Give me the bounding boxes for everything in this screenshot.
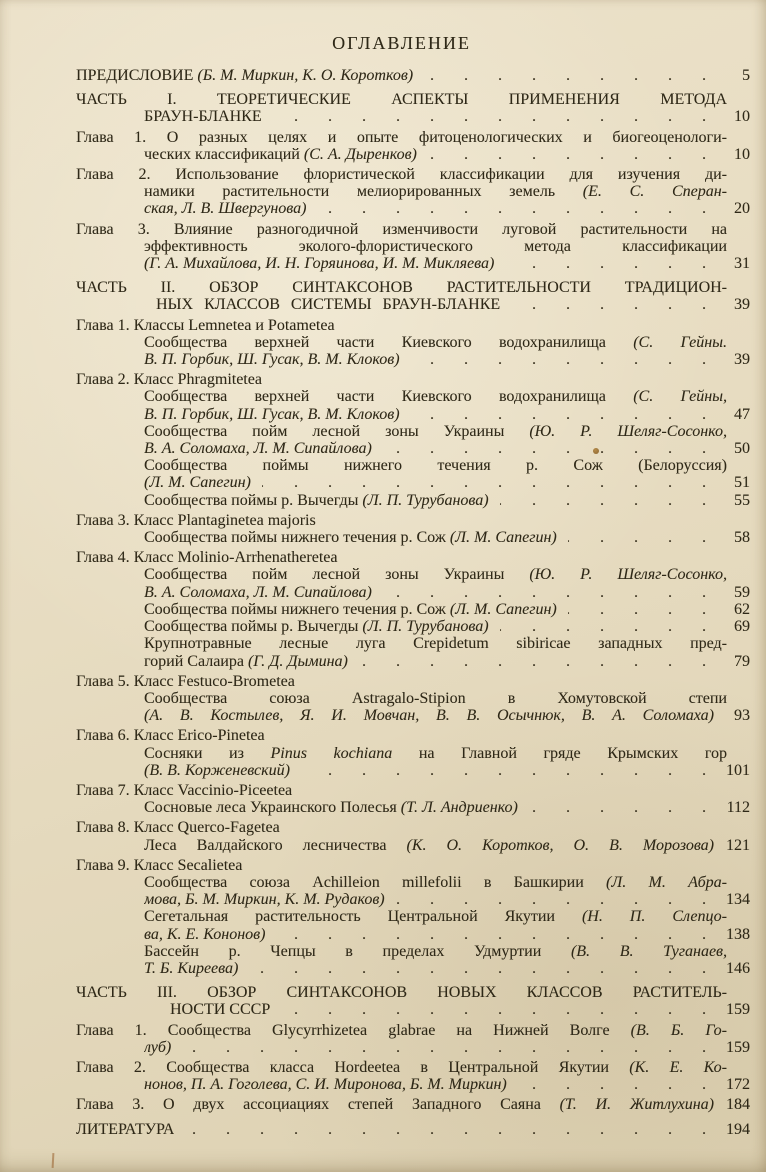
toc-entry-text: Глава 2. Сообщества класса Hordeetea в Центральной Якутии (К. Е. Ко- xyxy=(76,1058,727,1076)
toc-entry-text: В. А. Соломаха, Л. М. Сипайлова) xyxy=(144,583,372,601)
toc-entry-text: (В. В. Корженевский) xyxy=(144,761,290,779)
dot-leader xyxy=(281,1001,706,1018)
dot-leader xyxy=(505,255,706,272)
toc-entry-text: ПРЕДИСЛОВИЕ (Б. М. Миркин, К. О. Коротков) xyxy=(76,67,414,84)
page-number: 121 xyxy=(726,836,750,854)
toc-entry-text: Сообщества пойм лесной зоны Украины (Ю. Р. Шеляг-Сосонко, xyxy=(144,566,727,584)
ink-stain xyxy=(593,448,599,454)
page-number: 172 xyxy=(726,1076,750,1094)
page-number: 138 xyxy=(726,925,750,943)
toc-row xyxy=(144,566,750,583)
toc-entry-text: Глава 5. Класс Festuco-Brometea xyxy=(76,672,295,690)
dot-leader xyxy=(428,146,706,163)
toc-row xyxy=(76,727,750,744)
dot-leader xyxy=(411,351,706,368)
toc-row xyxy=(76,782,750,799)
toc-row xyxy=(144,584,750,601)
toc-row xyxy=(144,529,750,546)
toc-row xyxy=(144,891,750,908)
toc-row xyxy=(76,166,750,183)
toc-row xyxy=(76,221,750,238)
page-number: 51 xyxy=(734,474,750,492)
toc-entry-text: Глава 2. Использование флористической классификации для изучения ди- xyxy=(76,166,727,184)
toc-entry-text: Глава 3. Класс Plantaginetea majoris xyxy=(76,511,316,529)
toc-entry-text: (Л. М. Сапегин) xyxy=(144,474,251,492)
toc-row xyxy=(144,423,750,440)
toc-entry-text: горий Салаира (Г. Д. Дымина) xyxy=(144,652,348,670)
toc-entry-text: мова, Б. М. Миркин, К. М. Рудаков) xyxy=(144,891,385,909)
toc-row xyxy=(76,1022,750,1039)
toc-entry-text: Сообщества верхней части Киевского водохранилища (С. Гейны. xyxy=(144,333,727,351)
page-number: 5 xyxy=(742,67,750,84)
dot-leader xyxy=(383,584,706,601)
toc-row xyxy=(144,1076,750,1093)
toc-entry-text: нонов, П. А. Гоголева, С. И. Миронова, Б. М. Миркин) xyxy=(144,1076,507,1094)
toc-row xyxy=(76,857,750,874)
toc-entry-text: Глава 2. Класс Phragmitetea xyxy=(76,371,262,389)
dot-leader xyxy=(500,492,706,509)
toc-row xyxy=(144,146,750,163)
toc-entry-text: Сообщества верхней части Киевского водохранилища (С. Гейны, xyxy=(144,388,727,406)
toc-row xyxy=(144,926,750,943)
toc-row xyxy=(144,200,750,217)
toc-entry-text: НЫХ КЛАССОВ СИСТЕМЫ БРАУН-БЛАНКЕ xyxy=(156,296,501,314)
dot-leader xyxy=(568,529,706,546)
toc-entry-text: Сосновые леса Украинского Полесья (Т. Л. Андриенко) xyxy=(144,799,518,817)
toc-entry-text: Бассейн р. Чепцы в пределах Удмуртии (В. В. Туганаев, xyxy=(144,942,727,960)
toc-entry-text: ская, Л. В. Швергунова) xyxy=(144,200,307,218)
dot-leader xyxy=(249,960,706,977)
toc-list xyxy=(76,67,750,1138)
toc-entry-text: Сообщества пойм лесной зоны Украины (Ю. Р. Шеляг-Сосонко, xyxy=(144,422,727,440)
toc-row xyxy=(144,474,750,491)
toc-entry-text: ЛИТЕРАТУРА xyxy=(76,1120,175,1138)
toc-row xyxy=(144,1039,750,1056)
toc-entry-text: Глава 3. Влияние разногодичной изменчивости луговой растительности на xyxy=(76,220,727,238)
page-number: 47 xyxy=(734,405,750,423)
toc-row xyxy=(76,673,750,690)
dot-leader xyxy=(518,1076,706,1093)
toc-entry-text: ЧАСТЬ III. ОБЗОР СИНТАКСОНОВ НОВЫХ КЛАССОВ РАСТИТЕЛЬ- xyxy=(76,984,727,1002)
toc-row xyxy=(76,1096,750,1113)
toc-entry-text: эффективность эколого-флористического метода классификации xyxy=(144,237,727,255)
toc-entry-text: ческих классификаций (С. А. Дыренков) xyxy=(144,145,417,163)
toc-row xyxy=(144,601,750,618)
toc-entry-text: (Г. А. Михайлова, И. Н. Горяинова, И. М. Микляева) xyxy=(144,255,495,273)
page-number: 112 xyxy=(726,799,750,817)
page-number: 79 xyxy=(734,652,750,670)
page-number: 194 xyxy=(726,1120,750,1138)
page-number: 10 xyxy=(734,108,750,126)
toc-row xyxy=(144,492,750,509)
page-number: 39 xyxy=(734,351,750,369)
scan-artifact xyxy=(52,1153,55,1168)
toc-row xyxy=(76,317,750,334)
toc-entry-text: Сообщества союза Achilleion millefolii в Башкирии (Л. М. Абра- xyxy=(144,873,727,891)
toc-row xyxy=(144,255,750,272)
toc-row xyxy=(144,183,750,200)
page-number: 10 xyxy=(734,145,750,163)
page-number: 31 xyxy=(734,255,750,273)
toc-entry-text: Глава 9. Класс Secalietea xyxy=(76,856,243,874)
toc-row xyxy=(144,799,750,816)
toc-row xyxy=(76,1121,750,1138)
dot-leader xyxy=(500,618,706,635)
toc-row xyxy=(76,371,750,388)
toc-entry-text: Глава 4. Класс Molinio-Arrhenatheretea xyxy=(76,549,338,567)
toc-entry-text: намики растительности мелиорированных земель (Е. С. Сперан- xyxy=(144,183,727,201)
toc-entry-text: Сегетальная растительность Центральной Якутии (Н. П. Слепцо- xyxy=(144,908,727,926)
dot-leader xyxy=(276,926,706,943)
toc-row xyxy=(76,129,750,146)
toc-row xyxy=(144,653,750,670)
page-number: 146 xyxy=(726,959,750,977)
page-number: 62 xyxy=(734,600,750,618)
dot-leader xyxy=(185,1121,706,1138)
toc-row xyxy=(144,707,750,724)
toc-entry-text: ЧАСТЬ II. ОБЗОР СИНТАКСОНОВ РАСТИТЕЛЬНОСТИ ТРАДИЦИОН- xyxy=(76,279,727,297)
toc-entry-text: Сосняки из Pinus kochiana на Главной гряде Крымских гор xyxy=(144,744,727,762)
toc-row xyxy=(156,296,750,313)
dot-leader xyxy=(411,406,706,423)
toc-entry-text: НОСТИ СССР xyxy=(170,1001,271,1019)
toc-entry-text: (А. В. Костылев, Я. И. Мовчан, В. В. Осычнюк, В. А. Соломаха) xyxy=(144,707,714,725)
toc-row xyxy=(144,745,750,762)
toc-row xyxy=(144,108,750,125)
page-number: 55 xyxy=(734,491,750,509)
toc-entry-text: Сообщества поймы р. Вычегды (Л. П. Турубанова) xyxy=(144,491,489,509)
dot-leader xyxy=(383,440,706,457)
toc-row xyxy=(76,549,750,566)
toc-row xyxy=(76,279,750,296)
page-number: 20 xyxy=(734,200,750,218)
toc-entry-text: Сообщества поймы нижнего течения р. Сож (Л. М. Сапегин) xyxy=(144,600,557,618)
dot-leader xyxy=(317,200,706,217)
toc-row xyxy=(144,690,750,707)
toc-entry-text: Глава 1. О разных целях и опыте фитоценологических и биогеоценологи- xyxy=(76,128,727,146)
toc-entry-text: Глава 8. Класс Querco-Fagetea xyxy=(76,819,280,837)
toc-entry-text: Глава 3. О двух ассоциациях степей Западного Саяна (Т. И. Житлухина) xyxy=(76,1096,714,1114)
dot-leader xyxy=(359,653,706,670)
toc-entry-text: Сообщества поймы нижнего течения р. Сож (Белоруссия) xyxy=(144,457,727,475)
toc-entry-text: ва, К. Е. Кононов) xyxy=(144,925,266,943)
page-number: 159 xyxy=(726,1038,750,1056)
toc-entry-text: Глава 7. Класс Vaccinio-Piceetea xyxy=(76,781,293,799)
toc-row xyxy=(144,334,750,351)
toc-row xyxy=(144,457,750,474)
dot-leader xyxy=(273,108,706,125)
toc-entry-text: Сообщества поймы нижнего течения р. Сож (Л. М. Сапегин) xyxy=(144,529,557,547)
toc-entry-text: Сообщества союза Astragalo-Stipion в Хомутовской степи xyxy=(144,689,727,707)
dot-leader xyxy=(182,1039,706,1056)
page-number: 159 xyxy=(726,1001,750,1019)
toc-row xyxy=(76,819,750,836)
page-number: 184 xyxy=(726,1096,750,1114)
toc-row xyxy=(144,635,750,652)
toc-row xyxy=(76,512,750,529)
toc-entry-text: ЧАСТЬ I. ТЕОРЕТИЧЕСКИЕ АСПЕКТЫ ПРИМЕНЕНИЯ МЕТОДА xyxy=(76,91,727,109)
toc-entry-text: Глава 1. Классы Lemnetea и Potametea xyxy=(76,316,335,334)
toc-entry-text: Леса Валдайского лесничества (К. О. Коротков, О. В. Морозова) xyxy=(144,836,714,854)
toc-row xyxy=(144,440,750,457)
page-number: 134 xyxy=(726,891,750,909)
toc-row xyxy=(144,837,750,854)
toc-entry-text: В. П. Горбик, Ш. Гусак, В. М. Клоков) xyxy=(144,351,400,369)
toc-row xyxy=(144,960,750,977)
toc-entry-text: БРАУН-БЛАНКЕ xyxy=(144,108,262,126)
dot-leader xyxy=(529,799,706,816)
toc-row xyxy=(144,388,750,405)
toc-row xyxy=(76,67,750,84)
toc-row xyxy=(144,908,750,925)
page-number: 59 xyxy=(734,583,750,601)
toc-row xyxy=(144,874,750,891)
page-number: 50 xyxy=(734,440,750,458)
page-number: 39 xyxy=(734,296,750,314)
page-number: 93 xyxy=(734,707,750,725)
toc-entry-text: Крупнотравные лесные луга Crepidetum sibiricae западных пред- xyxy=(144,635,727,653)
page-number: 101 xyxy=(726,761,750,779)
toc-row xyxy=(76,1059,750,1076)
dot-leader xyxy=(396,891,706,908)
toc-row xyxy=(144,238,750,255)
toc-entry-text: Сообщества поймы р. Вычегды (Л. П. Турубанова) xyxy=(144,618,489,636)
toc-row xyxy=(76,984,750,1001)
dot-leader xyxy=(424,67,706,84)
dot-leader xyxy=(262,474,706,491)
dot-leader xyxy=(511,296,706,313)
toc-entry-text: луб) xyxy=(144,1038,172,1056)
page-number: 69 xyxy=(734,618,750,636)
page-number: 58 xyxy=(734,529,750,547)
toc-row xyxy=(76,91,750,108)
toc-entry-text: В. А. Соломаха, Л. М. Сипайлова) xyxy=(144,440,372,458)
table-of-contents xyxy=(76,33,750,1138)
dot-leader xyxy=(301,762,706,779)
page-title: ОГЛАВЛЕНИЕ xyxy=(332,33,471,53)
toc-entry-text: В. П. Горбик, Ш. Гусак, В. М. Клоков) xyxy=(144,405,400,423)
toc-row xyxy=(144,943,750,960)
toc-entry-text: Т. Б. Киреева) xyxy=(144,959,239,977)
toc-row xyxy=(170,1001,750,1018)
toc-entry-text: Глава 6. Класс Erico-Pinetea xyxy=(76,727,265,745)
dot-leader xyxy=(568,601,706,618)
toc-row xyxy=(144,618,750,635)
toc-row xyxy=(144,762,750,779)
toc-row xyxy=(144,406,750,423)
toc-row xyxy=(144,351,750,368)
toc-entry-text: Глава 1. Сообщества Glycyrrhizetea glabrae на Нижней Волге (В. Б. Го- xyxy=(76,1021,727,1039)
